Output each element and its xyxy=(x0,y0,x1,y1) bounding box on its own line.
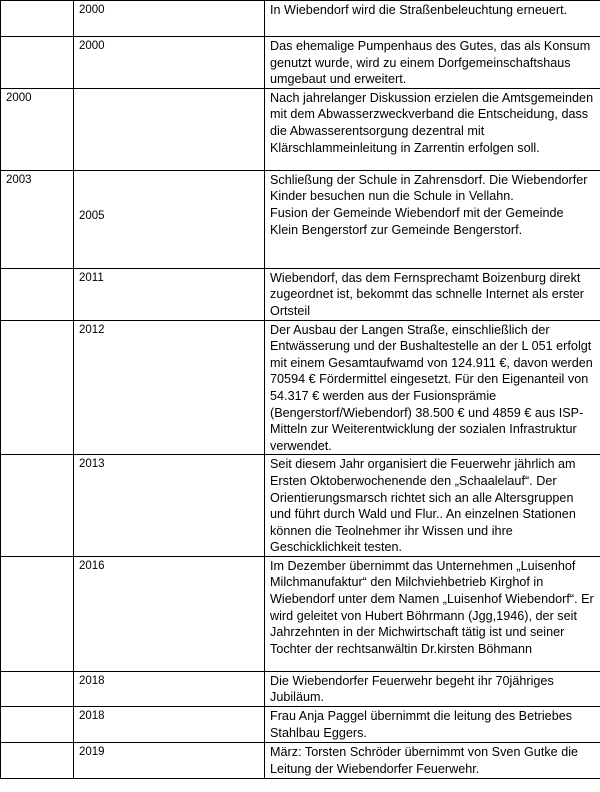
year-outer-cell xyxy=(1,268,74,320)
year-outer-cell xyxy=(1,671,74,706)
table-row xyxy=(1,556,600,671)
event-text-cell: März: Torsten Schröder übernimmt von Sven Gutke die Leitung der Wiebendorfer Feuerwehr. xyxy=(265,743,600,779)
year-outer-cell xyxy=(1,1,74,37)
event-text-cell: Seit diesem Jahr organisiert die Feuerwehr jährlich am Ersten Oktoberwochenende den „Schaalelauf“. Der Orientierungsmarsch richtet sich an alle Altersgruppen und führt durch Wald und Flur.. An einzelnen Stationen können die Teolnehmer ihr Wissen und ihre Geschicklichkeit testen. xyxy=(265,455,600,557)
table-row xyxy=(1,1,600,37)
table-row xyxy=(1,320,600,455)
event-text: Schließung der Schule in Zahrensdorf. Die Wiebendorfer Kinder besuchen nun die Schule in Vellahn. xyxy=(270,172,588,204)
table-row xyxy=(1,268,600,320)
event-text-cell: Im Dezember übernimmt das Unternehmen „Luisenhof Milchmanufaktur“ den Milchviehbetrieb Kirghof in Wiebendorf unter dem Namen „Luisenhof Wiebendorf“. Er wird geleitet von Hubert Böhrmann (Jgg,1946), der seit Jahrzehnten in der Michwirtschaft tätig ist und seiner Tochter der rechtsanwältin Dr.kirsten Böhmann xyxy=(265,556,600,671)
table-row xyxy=(1,743,600,779)
table-row xyxy=(1,88,600,170)
table-row xyxy=(1,671,600,706)
event-text-cell: Der Ausbau der Langen Straße, einschließlich der Entwässerung und der Bushaltestelle an der L 051 erfolgt mit einem Gesamtaufwamd von 124.911 €, davon werden 70594 € Fördermittel eingesetzt. Für den Eigenanteil von 54.317 € werden aus der Fusionsprämie (Bengerstorf/Wiebendorf) 38.500 € und 4859 € aus ISP-Mitteln zur Weiterentwicklung der sozialen Infrastruktur verwendet. xyxy=(265,320,600,455)
year-inner-value-2: 2005 xyxy=(79,209,105,222)
year-inner-cell xyxy=(74,88,265,170)
year-outer-cell: 2003 xyxy=(1,170,74,268)
year-outer-cell xyxy=(1,556,74,671)
year-inner-cell: 2000 xyxy=(74,37,265,89)
event-text-cell: Nach jahrelanger Diskussion erzielen die Amtsgemeinden mit dem Abwasserzweckverband die Entscheidung, dass die Abwasserentsorgung dezentral mit Klärschlammeinleitung in Zarrentin erfolgen soll. xyxy=(265,88,600,170)
year-inner-cell: 2012 xyxy=(74,320,265,455)
event-text-cell: Wiebendorf, das dem Fernsprechamt Boizenburg direkt zugeordnet ist, bekommt das schnelle Internet als erster Ortsteil xyxy=(265,268,600,320)
event-text-2: Fusion der Gemeinde Wiebendorf mit der Gemeinde Klein Bengerstorf zur Gemeinde Bengerstorf. xyxy=(270,205,564,237)
year-inner-cell: 2019 xyxy=(74,743,265,779)
table-row xyxy=(1,170,600,268)
year-inner-cell: 2011 xyxy=(74,268,265,320)
year-inner-cell: 2018 xyxy=(74,671,265,706)
event-text-cell: In Wiebendorf wird die Straßenbeleuchtung erneuert. xyxy=(265,1,600,37)
table-row xyxy=(1,455,600,557)
year-inner-cell xyxy=(74,170,265,268)
year-outer-cell: 2000 xyxy=(1,88,74,170)
year-outer-cell xyxy=(1,707,74,743)
year-inner-cell: 2000 xyxy=(74,1,265,37)
year-inner-cell: 2018 xyxy=(74,707,265,743)
year-outer-cell xyxy=(1,743,74,779)
year-inner-cell: 2016 xyxy=(74,556,265,671)
year-outer-cell xyxy=(1,37,74,89)
event-text-cell xyxy=(265,170,600,268)
year-inner-cell: 2013 xyxy=(74,455,265,557)
event-text-cell: Frau Anja Paggel übernimmt die leitung des Betriebes Stahlbau Eggers. xyxy=(265,707,600,743)
year-outer-cell xyxy=(1,455,74,557)
year-outer-cell xyxy=(1,320,74,455)
table-row xyxy=(1,707,600,743)
event-text-cell: Das ehemalige Pumpenhaus des Gutes, das als Konsum genutzt wurde, wird zu einem Dorfgemeinschaftshaus umgebaut und erweitert. xyxy=(265,37,600,89)
event-text-cell: Die Wiebendorfer Feuerwehr begeht ihr 70jähriges Jubiläum. xyxy=(265,671,600,706)
table-row xyxy=(1,37,600,89)
